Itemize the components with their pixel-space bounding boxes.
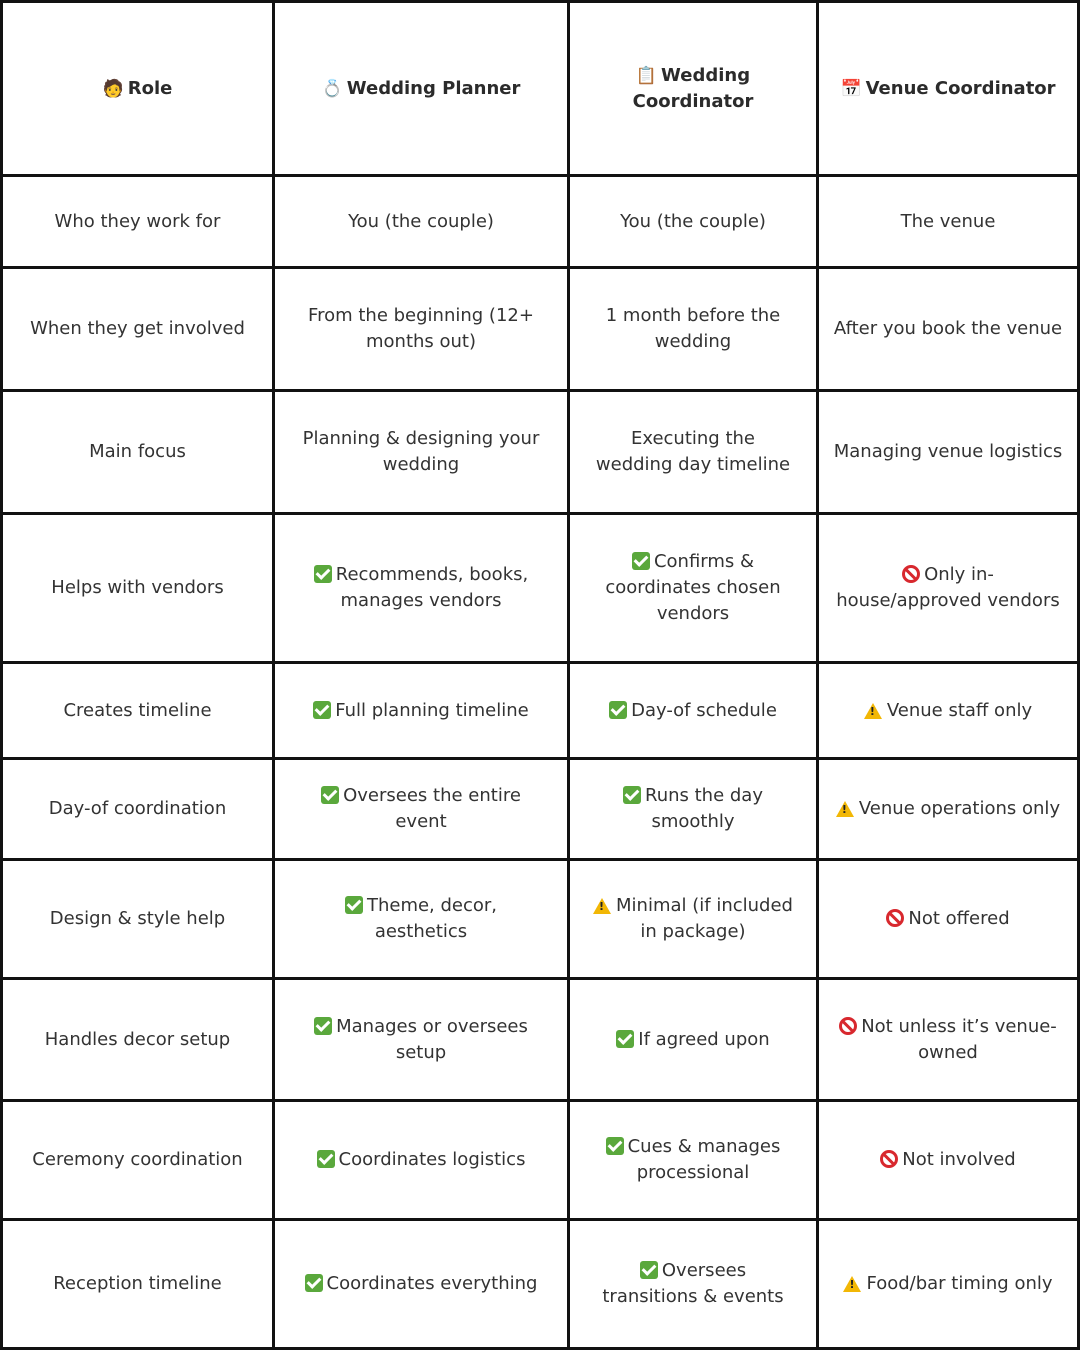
cell-venue	[819, 177, 1077, 266]
cell-venue	[819, 980, 1077, 1099]
row-label: Handles decor setup	[3, 980, 272, 1099]
header-venue-label: Venue Coordinator	[865, 77, 1056, 99]
cell-text: Oversees transitions & events	[602, 1260, 784, 1307]
cell-venue	[819, 392, 1077, 512]
row-label: Design & style help	[3, 861, 272, 977]
prohibited-icon	[839, 1017, 857, 1035]
check-icon	[623, 786, 641, 804]
check-icon	[640, 1261, 658, 1279]
cell-planner	[275, 392, 567, 512]
cell-text: Confirms & coordinates chosen vendors	[605, 551, 781, 624]
ring-icon: 💍	[321, 78, 343, 99]
cell-venue	[819, 1221, 1077, 1347]
person-icon: 🧑	[102, 78, 124, 99]
row-label: When they get involved	[3, 269, 272, 389]
cell-planner	[275, 1102, 567, 1218]
cell-text: Full planning timeline	[335, 699, 529, 721]
cell-coordinator	[570, 760, 816, 858]
cell-text: Coordinates logistics	[338, 1149, 526, 1170]
check-icon	[321, 786, 339, 804]
cell-text: Only in-house/approved vendors	[836, 564, 1060, 611]
cell-text: Runs the day smoothly	[645, 785, 763, 832]
cell-text: The venue	[900, 210, 996, 232]
check-icon	[305, 1274, 323, 1292]
warning-icon	[864, 703, 882, 719]
cell-planner	[275, 664, 567, 757]
cell-coordinator	[570, 861, 816, 977]
header-coordinator-label: Wedding Coordinator	[632, 64, 754, 112]
cell-text: Minimal (if included in package)	[616, 895, 793, 942]
cell-coordinator	[570, 177, 816, 266]
row-label: Who they work for	[3, 177, 272, 266]
cell-text: Oversees the entire event	[343, 785, 521, 832]
cell-text: Not offered	[908, 908, 1010, 929]
cell-text: Coordinates everything	[326, 1273, 538, 1294]
prohibited-icon	[902, 565, 920, 583]
check-icon	[317, 1150, 335, 1168]
check-icon	[313, 701, 331, 719]
cell-text: You (the couple)	[620, 210, 766, 232]
warning-icon	[843, 1276, 861, 1292]
cell-coordinator	[570, 1102, 816, 1218]
header-wedding-coordinator	[570, 3, 816, 174]
cell-text: 1 month before the wedding	[605, 305, 781, 352]
cell-coordinator	[570, 392, 816, 512]
cell-text: Not unless it’s venue-owned	[861, 1015, 1057, 1063]
cell-text: From the beginning (12+ months out)	[308, 305, 534, 352]
check-icon	[609, 701, 627, 719]
cell-planner	[275, 980, 567, 1099]
cell-planner	[275, 269, 567, 389]
check-icon	[345, 896, 363, 914]
cell-text: Day-of schedule	[631, 699, 777, 721]
header-role	[3, 3, 272, 174]
cell-coordinator	[570, 980, 816, 1099]
cell-text: Manages or oversees setup	[336, 1015, 528, 1063]
prohibited-icon	[880, 1150, 898, 1168]
cell-planner	[275, 1221, 567, 1347]
row-label: Main focus	[3, 392, 272, 512]
row-label: Ceremony coordination	[3, 1102, 272, 1218]
cell-text: If agreed upon	[638, 1028, 770, 1050]
cell-text: Recommends, books, manages vendors	[335, 564, 529, 611]
clipboard-icon: 📋	[635, 65, 658, 86]
cell-venue	[819, 664, 1077, 757]
cell-coordinator	[570, 664, 816, 757]
calendar-icon: 📅	[840, 78, 862, 99]
header-venue-coordinator	[819, 3, 1077, 174]
cell-coordinator	[570, 1221, 816, 1347]
cell-venue	[819, 861, 1077, 977]
cell-text: Executing the wedding day timeline	[595, 428, 791, 475]
row-label: Helps with vendors	[3, 515, 272, 661]
prohibited-icon	[886, 909, 904, 927]
cell-venue	[819, 269, 1077, 389]
cell-text: Venue staff only	[886, 699, 1033, 721]
cell-venue	[819, 1102, 1077, 1218]
cell-venue	[819, 515, 1077, 661]
cell-coordinator	[570, 269, 816, 389]
header-planner-label: Wedding Planner	[346, 77, 521, 99]
header-wedding-planner	[275, 3, 567, 174]
cell-planner	[275, 177, 567, 266]
cell-text: Planning & designing your wedding	[302, 428, 540, 475]
cell-text: After you book the venue	[833, 318, 1063, 339]
check-icon	[314, 1017, 332, 1035]
row-label: Reception timeline	[3, 1221, 272, 1347]
cell-text: Venue operations only	[858, 798, 1061, 819]
row-label: Day-of coordination	[3, 760, 272, 858]
cell-text: You (the couple)	[348, 210, 494, 232]
row-label: Creates timeline	[3, 664, 272, 757]
cell-text: Managing venue logistics	[833, 441, 1063, 462]
cell-planner	[275, 760, 567, 858]
check-icon	[606, 1137, 624, 1155]
cell-planner	[275, 861, 567, 977]
check-icon	[632, 552, 650, 570]
cell-coordinator	[570, 515, 816, 661]
header-role-label: Role	[127, 77, 173, 99]
cell-text: Cues & manages processional	[627, 1136, 781, 1183]
check-icon	[314, 565, 332, 583]
cell-text: Food/bar timing only	[866, 1273, 1053, 1294]
cell-text: Not involved	[902, 1149, 1016, 1170]
cell-text: Theme, decor, aesthetics	[366, 895, 498, 942]
warning-icon	[593, 898, 611, 914]
check-icon	[616, 1030, 634, 1048]
cell-planner	[275, 515, 567, 661]
cell-venue	[819, 760, 1077, 858]
warning-icon	[836, 801, 854, 817]
